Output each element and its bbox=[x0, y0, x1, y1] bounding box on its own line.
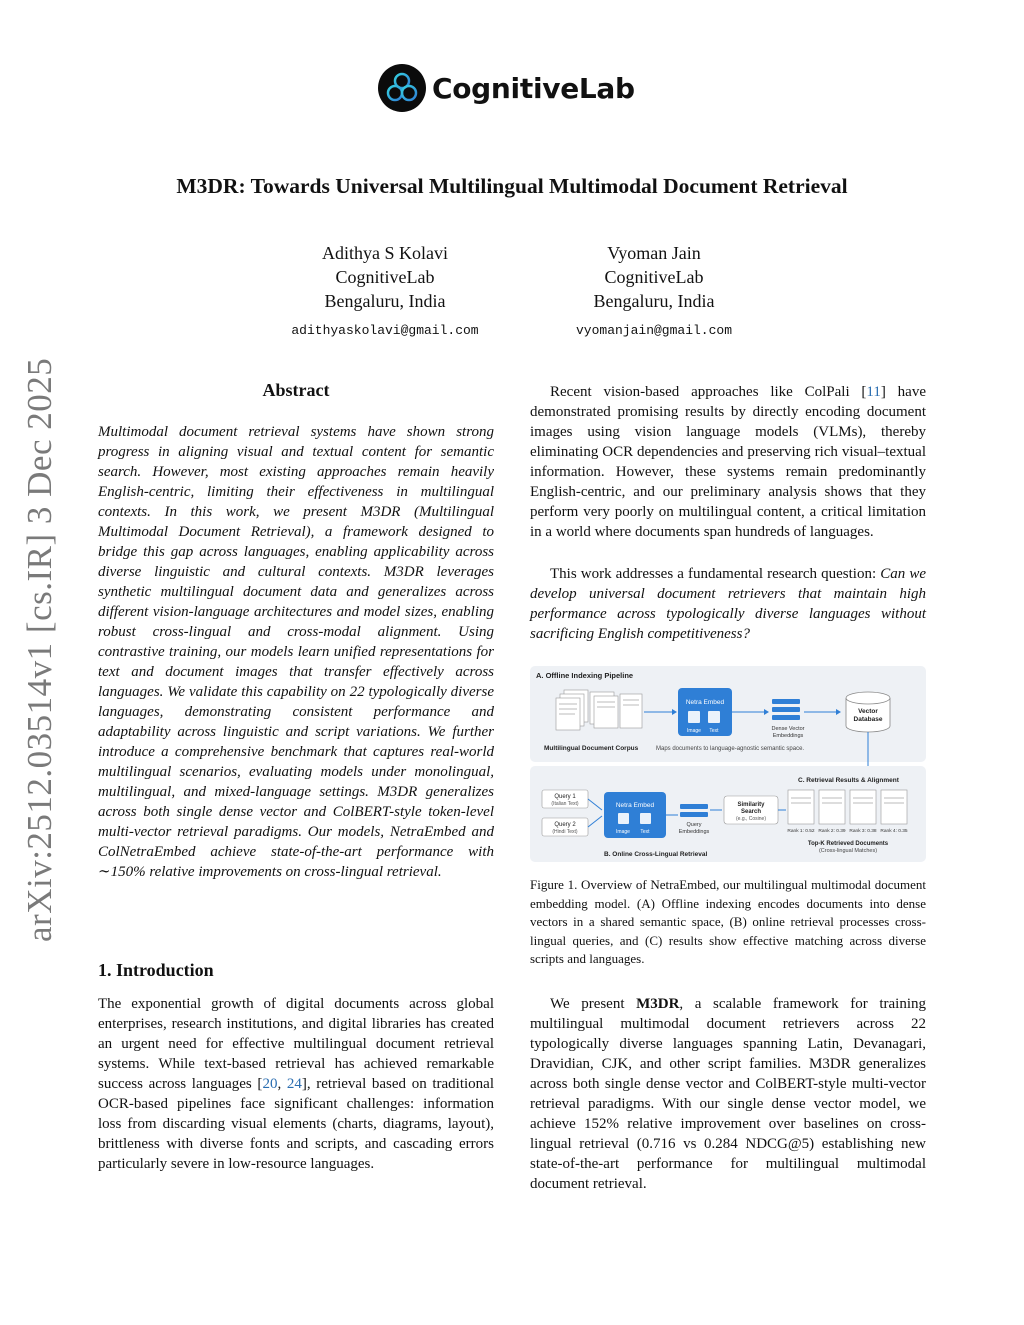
author-location: Bengaluru, India bbox=[324, 291, 446, 311]
top-k-label: Top-K Retrieved Documents bbox=[807, 841, 889, 847]
citation-link[interactable]: 11 bbox=[866, 384, 881, 400]
similarity-label: Similarity bbox=[737, 802, 765, 808]
author-block bbox=[524, 241, 784, 343]
author-affiliation: CognitiveLab bbox=[604, 267, 704, 287]
author-name: Vyoman Jain bbox=[607, 243, 701, 263]
panel-c-label: C. Retrieval Results & Alignment bbox=[798, 777, 899, 784]
body-paragraph bbox=[530, 382, 926, 542]
text-span: ] have demonstrated promising results by directly encoding document images using vision language models (VLMs), thereby eliminating OCR dependencies and preserving rich visual–textual information. However, these systems remain predominantly English-centric, and our preliminary analysis shows that they perform very poorly on multilingual content, a critical limitation in a world where documents span hundreds of languages. bbox=[530, 384, 926, 540]
netra-embed-label: Netra Embed bbox=[685, 699, 725, 706]
similarity-label: Search bbox=[740, 809, 762, 815]
body-paragraph bbox=[530, 994, 926, 1194]
image-label: Image bbox=[616, 829, 630, 835]
image-icon bbox=[618, 813, 629, 824]
cognitivelab-logo bbox=[378, 62, 638, 114]
text-label: Text bbox=[709, 728, 719, 734]
author-email[interactable]: adithyaskolavi@gmail.com bbox=[291, 323, 479, 338]
maps-label: Maps documents to language-agnostic semantic space. bbox=[656, 746, 805, 752]
intro-paragraph bbox=[98, 994, 494, 1174]
image-icon bbox=[688, 711, 700, 723]
query-1-label: Query 1 bbox=[554, 794, 576, 800]
query-1-lang: (Italian Text) bbox=[551, 801, 579, 807]
netra-embed-label: Netra Embed bbox=[615, 802, 655, 809]
figure-caption: Figure 1. Overview of NetraEmbed, our multilingual multimodal document embedding model. (A) Offline indexing encodes documents into dense vectors in a shared semantic space, (B) online retrieval processes cross-lingual queries, and (C) results show effective matching across diverse scripts and languages. bbox=[530, 877, 926, 966]
text-span: We present bbox=[550, 996, 637, 1012]
image-label: Image bbox=[687, 728, 701, 734]
query-embedding-label: Embeddings bbox=[678, 829, 710, 835]
citation-link[interactable]: 20 bbox=[262, 1076, 278, 1092]
text-span: , bbox=[277, 1076, 287, 1092]
text-icon bbox=[708, 711, 720, 723]
rank-label: Rank 1: 0.52 bbox=[787, 829, 815, 834]
panel-b-label: B. Online Cross-Lingual Retrieval bbox=[604, 851, 708, 858]
section-heading: 1. Introduction bbox=[98, 960, 214, 980]
dense-vector-label: Embeddings bbox=[772, 733, 804, 739]
text-span: Recent vision-based approaches like ColPali [ bbox=[550, 384, 867, 400]
rank-label: Rank 3: 0.38 bbox=[849, 829, 877, 834]
abstract-text: Multimodal document retrieval systems have shown strong progress in aligning visual and textual content for semantic search. However, most existing approaches remain heavily English-centric, limiting their effectiveness in multilingual contexts. In this work, we present M3DR (Multilingual Multimodal Document Retrieval), a framework designed to bridge this gap across languages, enabling applicability across diverse linguistic and cultural contexts. M3DR leverages synthetic multilingual document data and generalizes across different vision-language architectures and model sizes, enabling robust cross-lingual and cross-modal alignment. Using contrastive training, our models learn unified representations for text and document images that transfer effectively across languages. We validate this capability on 22 typologically diverse languages, demonstrating consistent performance and adaptability across linguistic and script variations. We further introduce a comprehensive benchmark that captures real-world multilingual scenarios, evaluating models under monolingual, multilingual, and mixed-language settings. M3DR generalizes across both single dense vector and ColBERT-style token-level multi-vector retrieval paradigms. Our models, NetraEmbed and ColNetraEmbed achieve state-of-the-art performance with ∼150% relative improvements on cross-lingual retrieval. bbox=[98, 424, 494, 880]
logo-wordmark: CognitiveLab bbox=[432, 71, 635, 105]
paper-title: M3DR: Towards Universal Multilingual Multimodal Document Retrieval bbox=[176, 174, 848, 198]
top-k-label: (Cross-lingual Matches) bbox=[818, 848, 878, 854]
citation-link[interactable]: 24 bbox=[286, 1076, 302, 1092]
text-label: Text bbox=[640, 829, 650, 835]
body-paragraph bbox=[530, 564, 926, 644]
author-affiliation: CognitiveLab bbox=[335, 267, 435, 287]
vector-db-label: Vector bbox=[858, 708, 878, 715]
author-location: Bengaluru, India bbox=[593, 291, 715, 311]
query-2-label: Query 2 bbox=[554, 822, 576, 828]
panel-a-label: A. Offline Indexing Pipeline bbox=[536, 671, 634, 680]
text-icon bbox=[640, 813, 651, 824]
dense-vector-icon bbox=[772, 699, 800, 720]
author-name: Adithya S Kolavi bbox=[322, 243, 448, 263]
research-question: Can we develop universal document retrievers that maintain high performance across typologically diverse languages without sacrificing English competitiveness? bbox=[530, 566, 926, 642]
text-span: ], retrieval based on traditional OCR-based pipelines face significant challenges: information loss from discarding visual elements (charts, diagrams, layout), brittleness with diverse fonts and scripts, and cascading errors particularly severe in low-resource languages. bbox=[98, 1076, 495, 1172]
corpus-label: Multilingual Document Corpus bbox=[544, 745, 639, 752]
author-block bbox=[255, 241, 515, 343]
document-stack-icon bbox=[556, 690, 642, 730]
figure-1 bbox=[530, 666, 926, 862]
framework-name: M3DR bbox=[636, 996, 680, 1012]
abstract-heading: Abstract bbox=[262, 380, 330, 400]
text-span: The exponential growth of digital documents across global enterprises, research institutions, and digital libraries has created an urgent need for effective multilingual document retrieval systems. While text-based retrieval has achieved remarkable success across languages [ bbox=[98, 996, 494, 1092]
rank-label: Rank 4: 0.35 bbox=[880, 829, 908, 834]
query-embedding-label: Query bbox=[686, 822, 702, 828]
netra-embed-box bbox=[604, 792, 666, 838]
rank-label: Rank 2: 0.39 bbox=[818, 829, 846, 834]
text-span: , a scalable framework for training multilingual multimodal document retrievers across 22 typologically diverse languages spanning Latin, Devanagari, Dravidian, CJK, and other script families. M3DR generalizes across both single dense vector and ColBERT-style multi-vector retrieval paradigms. With our single dense vector model, we achieve 152% relative improvement over baselines on cross-lingual retrieval (0.716 vs 0.284 NDCG@5) establishing new state-of-the-art performance for multilingual multimodal document retrieval. bbox=[530, 996, 926, 1192]
vector-db-label: Database bbox=[853, 716, 883, 723]
arxiv-watermark: arXiv:2512.03514v1 [cs.IR] 3 Dec 2025 bbox=[20, 357, 59, 942]
text-span: This work addresses a fundamental research question: bbox=[550, 566, 881, 582]
dense-vector-label: Dense Vector bbox=[771, 726, 805, 732]
author-email[interactable]: vyomanjain@gmail.com bbox=[575, 323, 733, 338]
query-2-lang: (Hindi Text) bbox=[552, 829, 578, 835]
similarity-label: (e.g., Cosine) bbox=[735, 816, 767, 822]
logo-mark-icon bbox=[378, 64, 426, 112]
